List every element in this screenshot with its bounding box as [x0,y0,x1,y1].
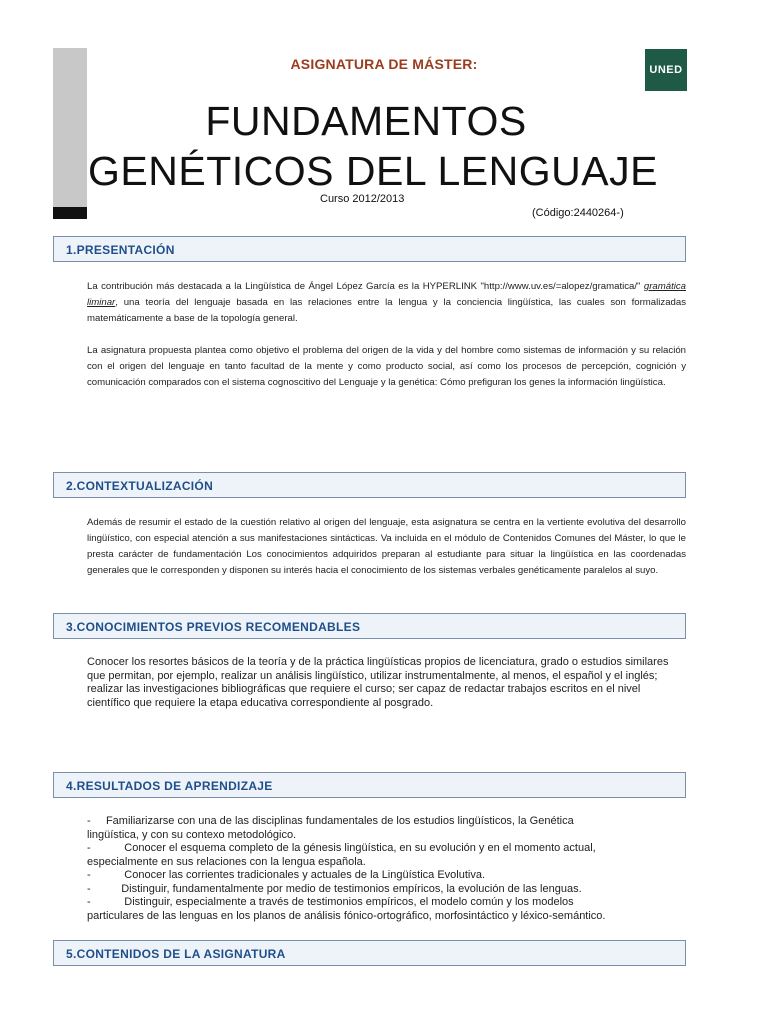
list-item: - Distinguir, fundamentalmente por medio de testimonios empíricos, la evolución de las lenguas. [87,882,582,895]
list-item: - Familiarizarse con una de las disciplinas fundamentales de los estudios lingüísticos, la Genética [87,815,574,827]
section-title: 2.CONTEXTUALIZACIÓN [66,479,214,493]
list-item: - Conocer las corrientes tradicionales y actuales de la Lingüística Evolutiva. [87,869,486,881]
list-item: lingüística, y con su contexo metodológico. [87,828,297,841]
section-title: 4.RESULTADOS DE APRENDIZAJE [66,779,273,793]
presentacion-paragraph-2: La asignatura propuesta plantea como objetivo el problema del origen de la vida y del hombre como sistemas de información y su relación con el origen del lenguaje en tanto facultad de la mente y como producto social, así como los procesos de percepción, cognición y comunicación comparados con el sistema cognoscitivo del Lenguaje y la genética: Cómo prefiguran los genes la información lingüística. [87,345,686,388]
list-item: especialmente en sus relaciones con la lengua española. [87,855,366,868]
list-item: particulares de las lenguas en los planos de análisis fónico-ortográfico, morfosintáctico y léxico-semántico. [87,909,606,922]
presentacion-paragraph-1 [87,279,686,327]
section-title: 3.CONOCIMIENTOS PREVIOS RECOMENDABLES [66,620,361,634]
resultados-list [87,815,697,923]
contextualizacion-paragraph: Además de resumir el estado de la cuestión relativo al origen del lenguaje, esta asignatura se centra en la vertiente evolutiva del desarrollo lingüístico, con especial atención a sus manifestaciones sintácticas. Va incluida en el módulo de Contenidos Comunes del Máster, lo que le presta carácter de fundamentación Los conocimientos adquiridos preparan al estudiante para situar la lingüística en las coordenadas generales que le corresponden y disponen su interés hacia el conocimiento de los sistemas verbales genéticamente paralelos al suyo. [87,517,686,576]
decorative-black-bar [53,207,87,219]
section-title: 1.PRESENTACIÓN [66,243,175,257]
conocimientos-paragraph: Conocer los resortes básicos de la teoría y de la práctica lingüísticas propios de licenciatura, grado o estudios similares que permitan, por ejemplo, realizar un análisis lingüístico, utilizar instrumentalmente, al menos, el español y el inglés; realizar las investigaciones bibliográficas que requiere el curso; ser capaz de redactar trabajos escritos en el nivel científico que requiere la etapa educativa correspondiente al posgrado. [87,656,669,709]
section-header-contextualizacion [53,472,686,498]
course-year: Curso 2012/2013 [320,193,405,205]
section-header-conocimientos [53,613,686,639]
section-header-presentacion [53,236,686,262]
list-item: - Conocer el esquema completo de la génesis lingüística, en su evolución y en el momento actual, [87,842,596,854]
section-title: 5.CONTENIDOS DE LA ASIGNATURA [66,947,286,961]
list-item: - Distinguir, especialmente a través de testimonios empíricos, el modelo común y los modelos [87,896,574,908]
paragraph-text: La contribución más destacada a la Lingüística de Ángel López García es la HYPERLINK "http://www.uv.es/=alopez/gramatica/" [87,281,644,292]
page-title-line1: FUNDAMENTOS [205,98,527,144]
gramatica-liminar-link[interactable]: gramática liminar [87,281,686,308]
uned-logo: UNED [645,49,687,91]
subject-type-label: ASIGNATURA DE MÁSTER: [290,56,478,72]
page-title-line2: GENÉTICOS DEL LENGUAJE [88,148,658,194]
section-header-resultados [53,772,686,798]
paragraph-text: , una teoría del lenguaje basada en las relaciones entre la lengua y la conciencia lingüística, las cuales son formalizadas matemáticamente a base de la topología general. [87,297,686,324]
course-code: (Código:2440264-) [532,207,624,219]
section-header-contenidos [53,940,686,966]
